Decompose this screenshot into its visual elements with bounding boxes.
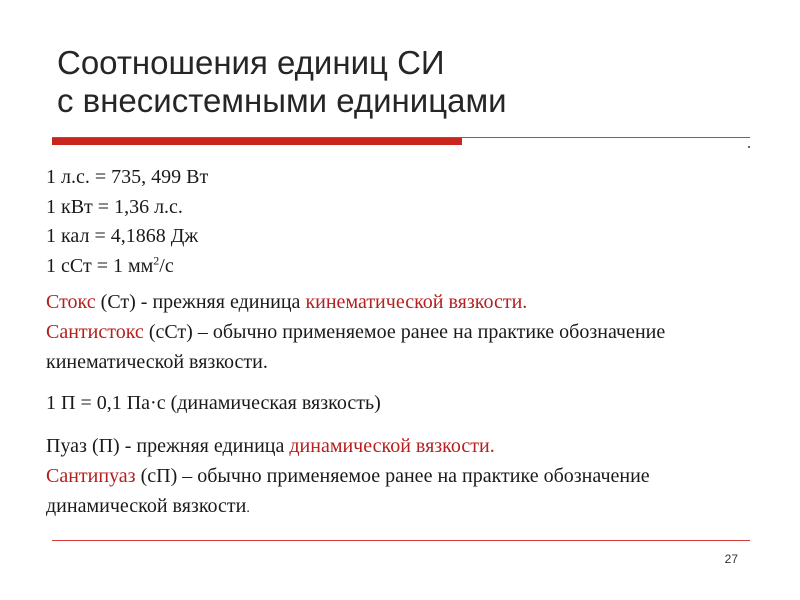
title-line-1: Соотношения единиц СИ	[57, 44, 445, 81]
slide-title	[57, 44, 757, 120]
equation-cst-exponent: 2	[153, 252, 160, 267]
stokes-paragraph	[46, 287, 766, 377]
stokes-kinematic-viscosity: кинематической вязкости.	[305, 291, 528, 313]
equation-cst-prefix: 1 сСт = 1 мм	[46, 254, 154, 277]
stokes-text-1: (Ст) - прежняя единица	[95, 291, 306, 313]
centipoise-term: Сантипуаз	[46, 464, 136, 487]
centistokes-text: (сСт) – обычно применяемое ранее на практике обозначение кинематической вязкости.	[46, 321, 666, 373]
centipoise-end: .	[246, 500, 250, 516]
footer-divider-line	[52, 540, 750, 541]
equation-cst-suffix: /с	[159, 254, 174, 277]
poise-dynamic-viscosity: динамической вязкости.	[289, 434, 495, 457]
poise-text-1: Пуаз (П) - прежняя единица	[46, 434, 290, 457]
centistokes-term: Сантистокс	[46, 321, 144, 343]
stokes-term: Стокс	[46, 291, 96, 313]
title-line-2: с внесистемными единицами	[57, 82, 507, 119]
slide-body	[46, 163, 766, 524]
poise-paragraph	[46, 431, 766, 524]
title-accent-bar	[52, 138, 462, 145]
equation-kw-hp: 1 кВт = 1,36 л.с.	[46, 195, 183, 218]
equation-hp-watt: 1 л.с. = 735, 499 Вт	[46, 166, 209, 188]
equation-cal-joule: 1 кал = 4,1868 Дж	[46, 225, 199, 247]
equation-poise: 1 П = 0,1 Па·с (динамическая вязкость)	[46, 392, 381, 414]
divider-end-mark	[748, 146, 750, 148]
centipoise-text: (сП) – обычно применяемое ранее на практике обозначение динамической вязкости	[46, 464, 650, 517]
page-number: 27	[724, 552, 738, 566]
equation-cst	[46, 252, 766, 282]
